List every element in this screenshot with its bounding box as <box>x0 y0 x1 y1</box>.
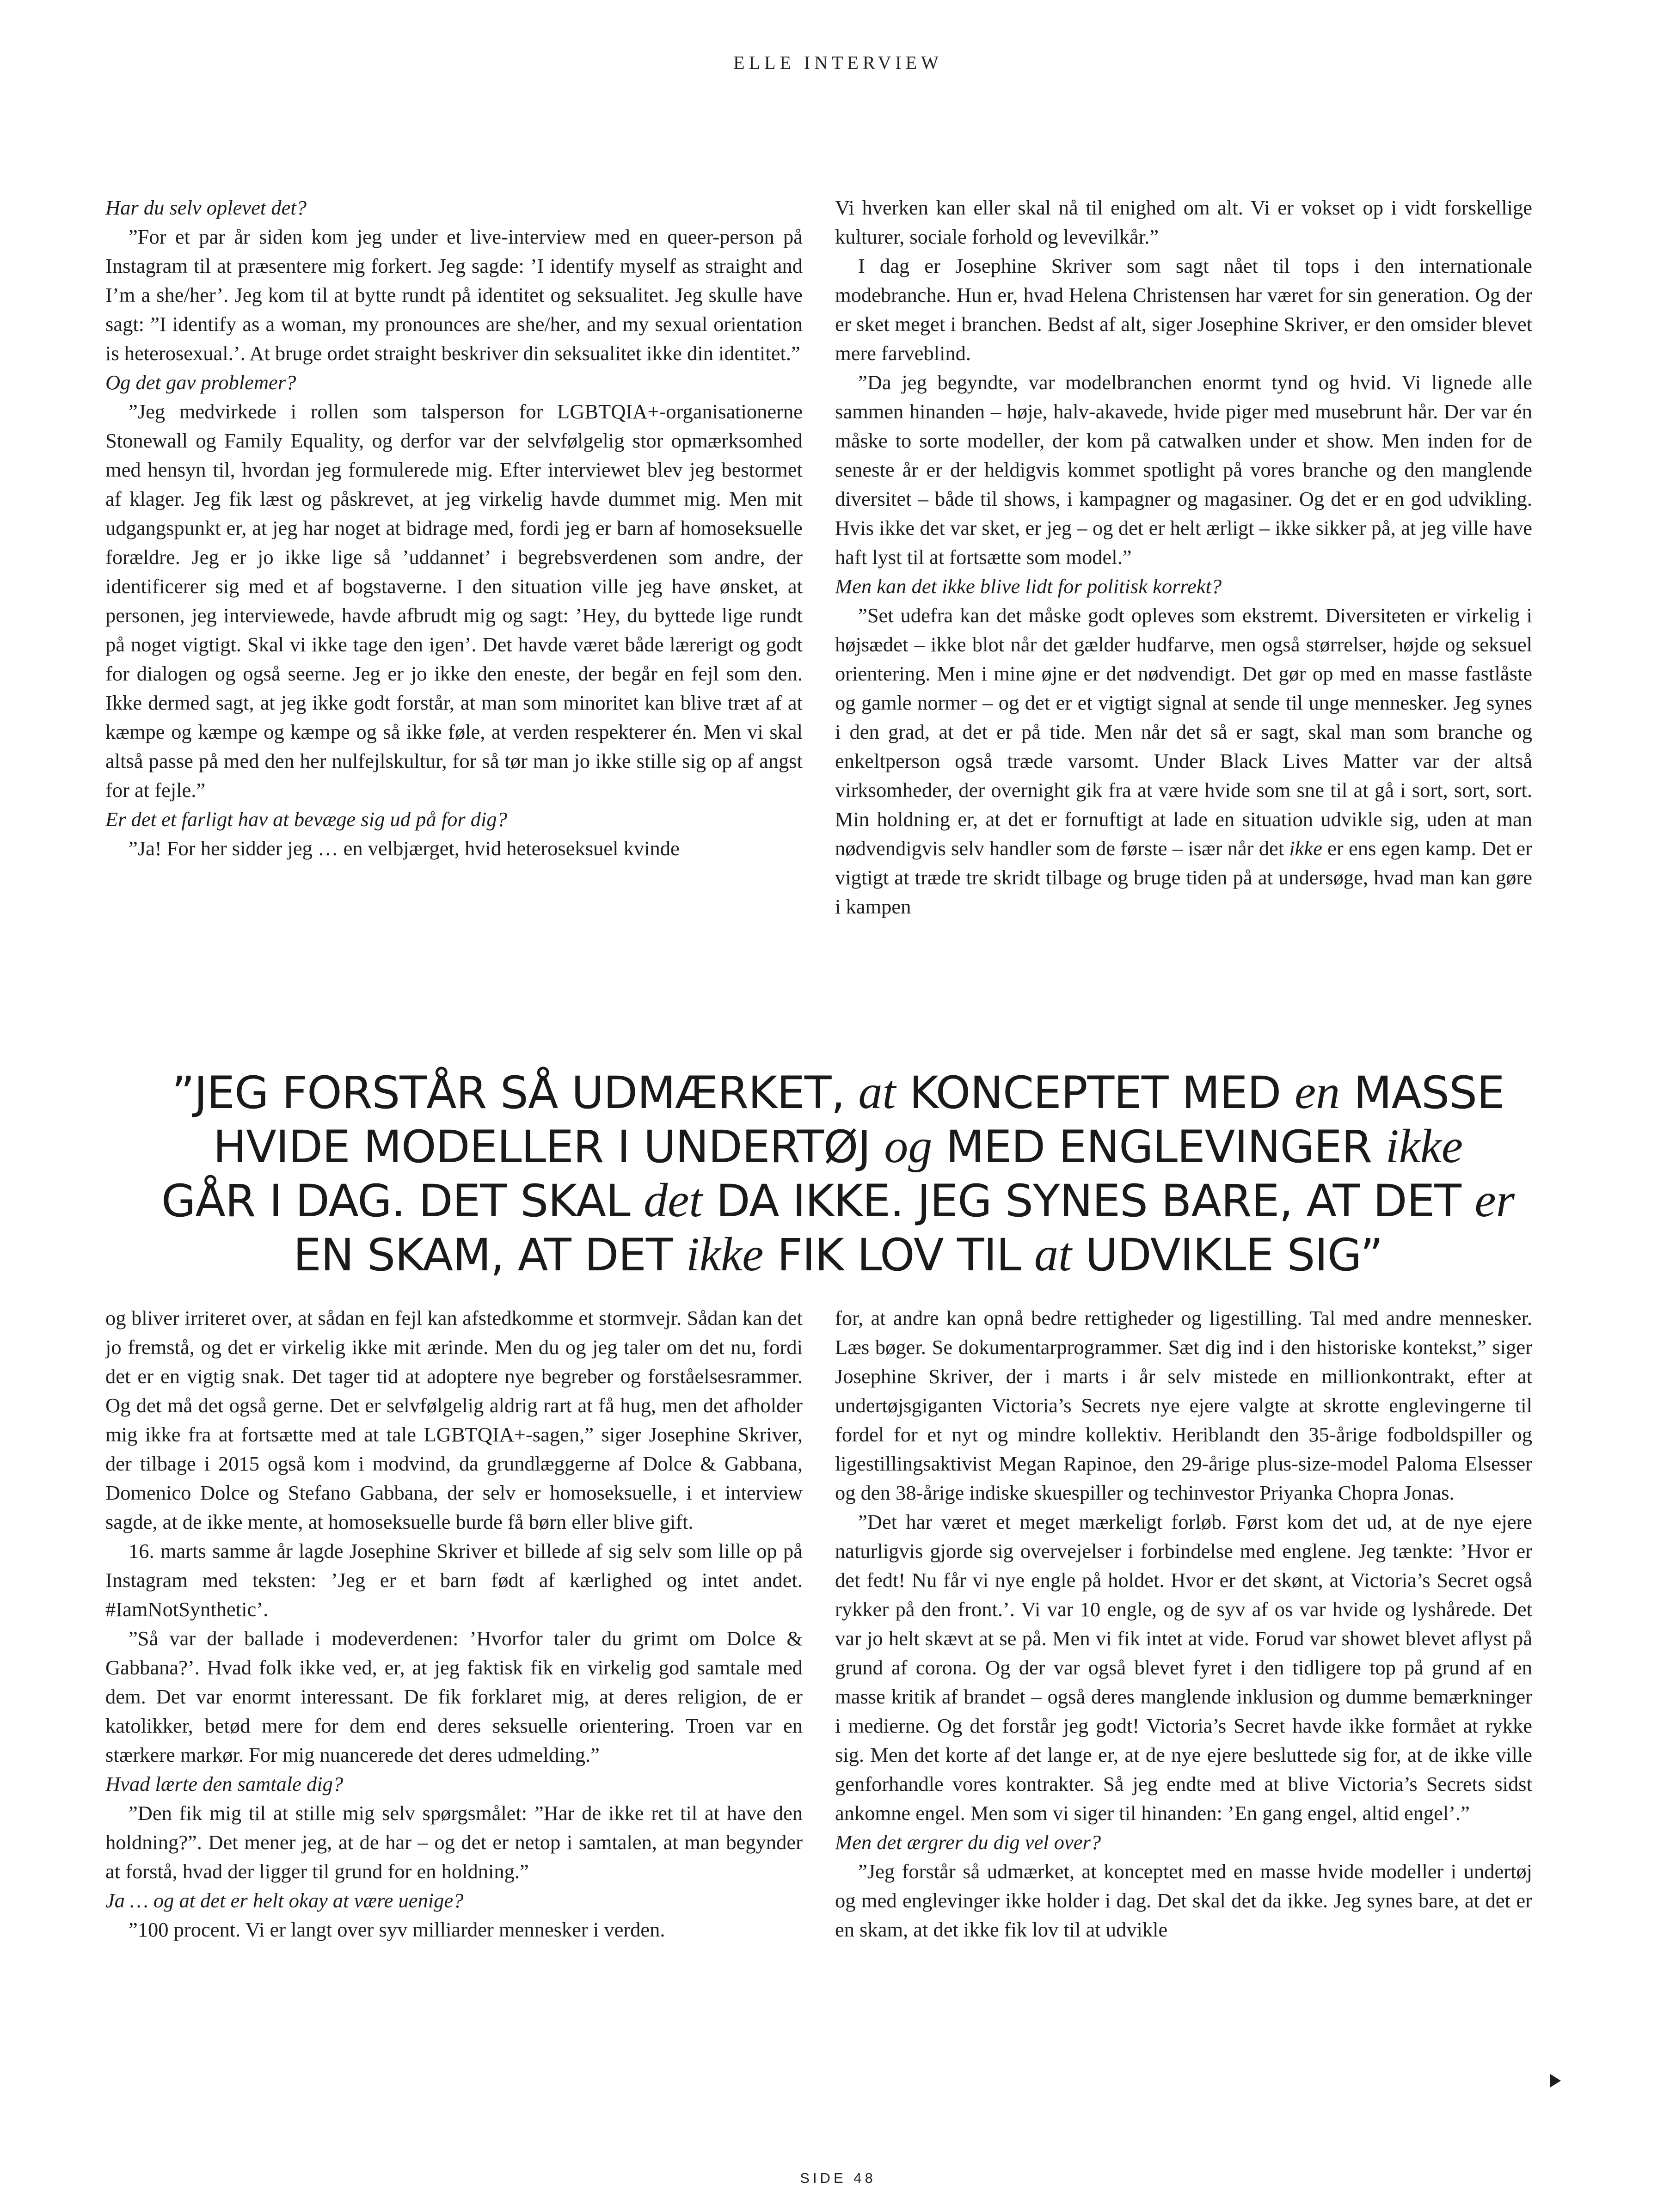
pull-quote-italic: er <box>1474 1174 1515 1227</box>
body-paragraph: 16. marts samme år lagde Josephine Skriver et billede af sig selv som lille op på Instagram med teksten: ’Jeg er et barn født af kærlighed og intet andet. #IamNotSynthetic’. <box>105 1539 803 1621</box>
interview-question: Hvad lærte den samtale dig? <box>105 1772 344 1795</box>
pull-quote-italic: at <box>1034 1228 1072 1281</box>
body-column-1 <box>105 193 803 1016</box>
pull-quote-italic: ikke <box>1385 1120 1463 1173</box>
pull-quote-italic: at <box>858 1066 896 1119</box>
pull-quote-text: MED ENGLEVINGER <box>932 1121 1386 1173</box>
emphasis-text: ikke <box>1289 837 1322 860</box>
pull-quote-text: MASSE <box>1340 1067 1504 1119</box>
interview-question: Ja … og at det er helt okay at være uenige? <box>105 1889 464 1912</box>
continue-arrow-icon <box>1550 2074 1561 2088</box>
page-number: SIDE 48 <box>800 2170 876 2186</box>
interview-question: Men det ærgrer du dig vel over? <box>835 1831 1101 1854</box>
pull-quote-italic: det <box>644 1174 703 1227</box>
answer-paragraph: for, at andre kan opnå bedre rettigheder og ligestilling. Tal med andre mennesker. Læs bøger. Se dokumentarprogrammer. Sæt dig ind i den historiske kontekst,” siger Josephine Skriver, der i marts i år selv mistede en millionkontrakt, efter at undertøjsgiganten Victoria’s Secrets nye ejere valgte at skrotte englevingerne til fordel for et nyt og mindre kollektiv. Heriblandt den 35-årige fodboldspiller og ligestillingsaktivist Megan Rapinoe, den 29-årige plus-size-model Paloma Elsesser og den 38-årige indiske skuespiller og techinvestor Priyanka Chopra Jonas. <box>835 1306 1532 1504</box>
pull-quote-text: ”JEG FORSTÅR SÅ UDMÆRKET, <box>172 1067 859 1119</box>
pull-quote-text: HVIDE MODELLER I UNDERTØJ <box>213 1121 884 1173</box>
answer-paragraph: ”100 procent. Vi er langt over syv milliarder mennesker i verden. <box>129 1918 665 1941</box>
body-column-4 <box>835 1304 1532 2089</box>
pull-quote-text: FIK LOV TIL <box>763 1229 1034 1281</box>
pull-quote-text: UDVIKLE SIG” <box>1071 1229 1383 1281</box>
answer-paragraph: ”Da jeg begyndte, var modelbranchen enormt tynd og hvid. Vi lignede alle sammen hinanden – høje, halv-akavede, hvide piger med musebrunt hår. Der var én måske to sorte modeller, der kom på catwalken under et show. Men inden for de seneste år er der heldigvis kommet spotlight på vores branche og den manglende diversitet – både til shows, i kampagner og magasiner. Og det er en god udvikling. Hvis ikke det var sket, er jeg – og det er helt ærligt – ikke sikker på, at jeg ville have haft lyst til at fortsætte som model.” <box>835 371 1532 569</box>
body-paragraph: I dag er Josephine Skriver som sagt nået til tops i den internationale modebranche. Hun er, hvad Helena Christensen har været for sin generation. Og der er sket meget i branchen. Bedst af alt, siger Josephine Skriver, er den omsider blevet mere farveblind. <box>835 254 1532 365</box>
pull-quote-italic: en <box>1294 1066 1340 1119</box>
pull-quote-italic: og <box>884 1120 933 1173</box>
answer-paragraph: Vi hverken kan eller skal nå til enighed om alt. Vi er vokset op i vidt forskellige kulturer, sociale forhold og levevilkår.” <box>835 196 1532 248</box>
interview-question: Og det gav problemer? <box>105 371 296 394</box>
answer-text: er ens egen kamp. Det er vigtigt at træde tre skridt tilbage og bruge tiden på at undersøge, hvad man kan gøre i kampen <box>835 837 1532 918</box>
answer-text: ”Set udefra kan det måske godt opleves som ekstremt. Diversiteten er virkelig i højsædet – ikke blot når det gælder hudfarve, men også størrelser, højde og seksuel orientering. Men i mine øjne er det nødvendigt. Det gør op med en masse fastlåste og gamle normer – og det er et vigtigt signal at sende til unge mennesker. Jeg synes i den grad, at det er på tide. Men når det så er sagt, skal man som branche og enkeltperson også træde varsomt. Under Black Lives Matter var der altså virksomheder, der overnight gik fra at være hvide som sne til at gå i sort, sort, sort. Min holdning er, at det er fornuftigt at lade en situation udvikle sig, uden at man nødvendigvis selv handler som de første – især når det <box>835 604 1532 860</box>
pull-quote-line <box>116 1228 1560 1282</box>
answer-paragraph <box>835 601 1532 921</box>
pull-quote-text: DA IKKE. JEG SYNES BARE, AT DET <box>702 1175 1475 1227</box>
pull-quote-text: GÅR I DAG. DET SKAL <box>161 1175 644 1227</box>
answer-paragraph: ”Den fik mig til at stille mig selv spørgsmålet: ”Har de ikke ret til at have den holdning?”. Det mener jeg, at de har – og det er netop i samtalen, at man begynder at forstå, hvad der ligger til grund for en holdning.” <box>105 1801 803 1883</box>
interview-question: Har du selv oplevet det? <box>105 196 307 219</box>
pull-quote-italic: ikke <box>686 1228 764 1281</box>
answer-paragraph: ”Det har været et meget mærkeligt forløb. Først kom det ud, at de nye ejere naturligvis gjorde sig overvejelser i forbindelse med englene. Jeg tænkte: ’Hvor er det fedt! Nu får vi nye engle på holdet. Hvor er det skønt, at Victoria’s Secret også rykker på den front.’. Vi var 10 engle, og de syv af os var hvide og lyshårede. Det var jo helt skævt at se på. Men vi fik intet at vide. Forud var showet blevet aflyst på grund af corona. Og der var også blevet fyret i den tidligere top på grund af en masse kritik af brandet – også deres manglende inklusion og dumme bemærkninger i medierne. Og det forstår jeg godt! Victoria’s Secret havde ikke formået at rykke sig. Men det korte af det lange er, at de nye ejere besluttede sig for, at de ikke ville genforhandle vores kontrakter. Så jeg endte med at blive Victoria’s Secrets sidst ankomne engel. Men som vi siger til hinanden: ’En gang engel, altid engel’.” <box>835 1510 1532 1825</box>
pull-quote-line <box>116 1174 1560 1228</box>
answer-paragraph: ”For et par år siden kom jeg under et live-interview med en queer-person på Instagram til at præsentere mig forkert. Jeg sagde: ’I identify myself as straight and I’m a she/her’. Jeg kom til at bytte rundt på identitet og seksualitet. Jeg skulle have sagt: ”I identify as a woman, my pronounces are she/her, and my sexual orientation is heterosexual.’. At bruge ordet straight beskriver din seksualitet ikke din identitet.” <box>105 225 803 365</box>
body-column-2 <box>835 193 1532 1016</box>
answer-paragraph: ”Jeg medvirkede i rollen som talsperson for LGBTQIA+-organisationerne Stonewall og Family Equality, og derfor var der selvfølgelig stor opmærksomhed med hensyn til, hvordan jeg formulerede mig. Efter interviewet blev jeg bestormet af klager. Jeg fik læst og påskrevet, at jeg virkelig havde dummet mig. Men mit udgangspunkt er, at jeg har noget at bidrage med, fordi jeg er barn af homoseksuelle forældre. Jeg er jo ikke lige så ’uddannet’ i begrebsverdenen som andre, der identificerer sig med et af bogstaverne. I den situation ville jeg have ønsket, at personen, jeg interviewede, havde afbrudt mig og sagt: ’Hey, du byttede lige rundt på noget vigtigt. Skal vi ikke tage den igen’. Det havde været både lærerigt og godt for dialogen og også seerne. Jeg er jo ikke den eneste, der begår en fejl som den. Ikke dermed sagt, at jeg ikke godt forstår, at man som minoritet kan blive træt af at kæmpe og kæmpe og kæmpe og så ikke føle, at verden respekterer én. Men vi skal altså passe på med den her nulfejlskultur, for så tør man jo ikke stille sig op af angst for at fejle.” <box>105 400 803 802</box>
pull-quote-text: KONCEPTET MED <box>896 1067 1295 1119</box>
pull-quote-line <box>116 1120 1560 1174</box>
pull-quote-line <box>116 1066 1560 1120</box>
interview-question: Er det et farligt hav at bevæge sig ud på for dig? <box>105 808 507 831</box>
answer-paragraph: ”Så var der ballade i modeverdenen: ’Hvorfor taler du grimt om Dolce & Gabbana?’. Hvad folk ikke ved, er, at jeg faktisk fik en virkelig god samtale med dem. Det var enormt interessant. De fik forklaret mig, at deres religion, de er katolikker, betød mere for dem end deres seksuelle orientering. Troen var en stærkere markør. For mig nuancerede det deres udmelding.” <box>105 1627 803 1766</box>
pull-quote <box>116 1066 1560 1282</box>
interview-question: Men kan det ikke blive lidt for politisk korrekt? <box>835 575 1222 598</box>
pull-quote-text: EN SKAM, AT DET <box>293 1229 687 1281</box>
answer-paragraph: ”Ja! For her sidder jeg … en velbjærget, hvid heteroseksuel kvinde <box>129 837 680 860</box>
section-header: ELLE INTERVIEW <box>733 52 943 73</box>
answer-paragraph: ”Jeg forstår så udmærket, at konceptet med en masse hvide modeller i undertøj og med englevinger ikke holder i dag. Det skal det da ikke. Jeg synes bare, at det er en skam, at det ikke fik lov til at udvikle <box>835 1860 1532 1941</box>
answer-paragraph: og bliver irriteret over, at sådan en fejl kan afstedkomme et stormvejr. Sådan kan det jo fremstå, og det er virkelig ikke mit ærinde. Men du og jeg taler om det nu, fordi det er en vigtig snak. Det tager tid at adoptere nye begreber og forståelsesrammer. Og det må det også gerne. Det er selvfølgelig aldrig rart at få hug, men det afholder mig ikke fra at fortsætte med at tale LGBTQIA+-sagen,” siger Josephine Skriver, der tilbage i 2015 også kom i modvind, da grundlæggerne af Dolce & Gabbana, Domenico Dolce og Stefano Gabbana, der selv er homoseksuelle, i et interview sagde, at de ikke mente, at homoseksuelle burde få børn eller blive gift. <box>105 1306 803 1533</box>
body-column-3 <box>105 1304 803 2089</box>
